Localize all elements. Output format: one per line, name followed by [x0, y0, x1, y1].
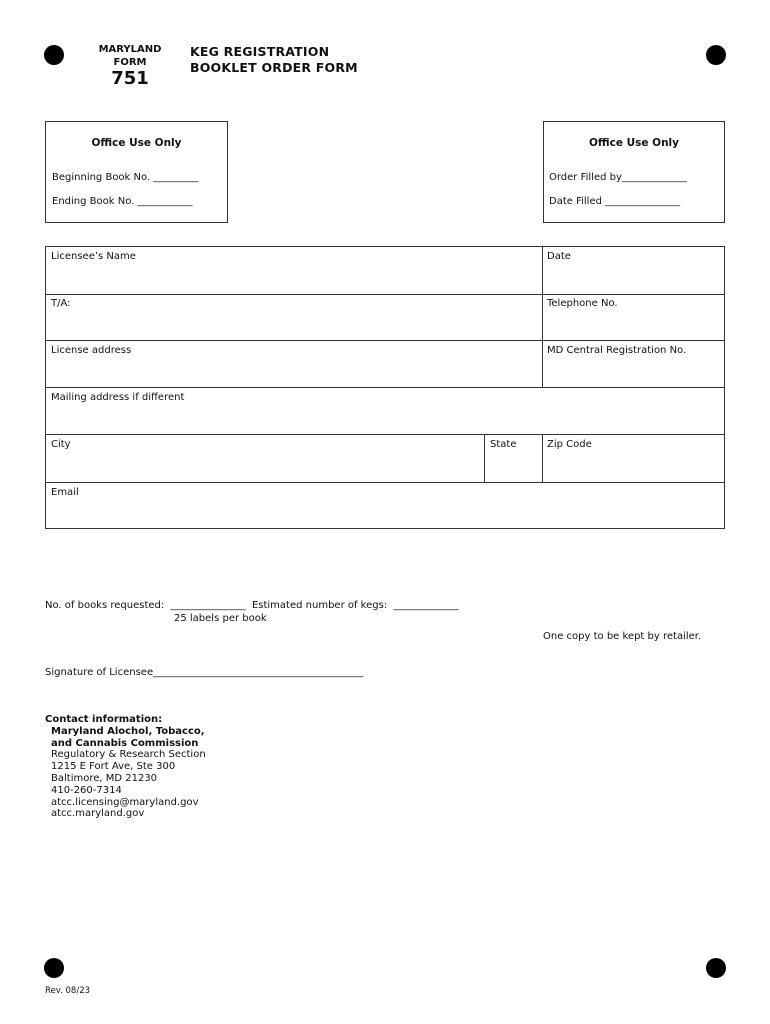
- contact-city: Baltimore, MD 21230: [51, 772, 158, 784]
- grid-rule-1: [45, 294, 725, 295]
- contact-street: 1215 E Fort Ave, Ste 300: [51, 761, 176, 773]
- office-use-box-left: [45, 121, 228, 223]
- mailing-address-field[interactable]: Mailing address if different: [51, 392, 185, 403]
- punch-hole-top-right: [706, 45, 726, 65]
- email-field[interactable]: Email: [51, 487, 79, 498]
- office-use-box-right: [543, 121, 725, 223]
- retailer-copy-note: One copy to be kept by retailer.: [543, 631, 702, 642]
- order-filled-by-field[interactable]: Order Filled by_____________: [549, 172, 687, 183]
- form-title-line1: KEG REGISTRATION: [190, 44, 330, 59]
- grid-divider-state-right: [542, 434, 543, 482]
- books-requested-line[interactable]: No. of books requested: _______________ Estimated number of kegs: _____________: [45, 600, 459, 611]
- grid-rule-2: [45, 340, 725, 341]
- contact-section: Regulatory & Research Section: [51, 749, 206, 761]
- contact-phone: 410-260-7314: [51, 784, 122, 796]
- telephone-field[interactable]: Telephone No.: [547, 298, 618, 309]
- labels-per-book-note: 25 labels per book: [174, 613, 267, 624]
- date-field[interactable]: Date: [547, 251, 571, 262]
- grid-rule-3: [45, 387, 725, 388]
- zip-code-field[interactable]: Zip Code: [547, 439, 592, 450]
- punch-hole-bottom-right: [706, 958, 726, 978]
- contact-org-line1: Maryland Alochol, Tobacco,: [51, 725, 205, 737]
- form-state-label: MARYLAND: [98, 44, 162, 55]
- md-central-registration-field[interactable]: MD Central Registration No.: [547, 345, 687, 356]
- office-use-title-left: Office Use Only: [91, 137, 182, 149]
- punch-hole-bottom-left: [44, 958, 64, 978]
- form-title-line2: BOOKLET ORDER FORM: [190, 60, 358, 75]
- licensee-name-field[interactable]: Licensee’s Name: [51, 251, 136, 262]
- beginning-book-field[interactable]: Beginning Book No. _________: [52, 172, 199, 183]
- city-field[interactable]: City: [51, 439, 71, 450]
- grid-rule-4: [45, 434, 725, 435]
- contact-email[interactable]: atcc.licensing@maryland.gov: [51, 796, 199, 808]
- grid-divider-state-left: [484, 434, 485, 482]
- office-use-title-right: Office Use Only: [588, 137, 680, 149]
- contact-information: [45, 714, 206, 820]
- form-number: 751: [111, 68, 149, 89]
- grid-rule-5: [45, 482, 725, 483]
- ending-book-field[interactable]: Ending Book No. ___________: [52, 196, 193, 207]
- grid-divider-right: [542, 246, 543, 387]
- punch-hole-top-left: [44, 45, 64, 65]
- state-field[interactable]: State: [490, 439, 517, 450]
- revision-label: Rev. 08/23: [45, 986, 91, 996]
- contact-website[interactable]: atcc.maryland.gov: [51, 808, 145, 820]
- ta-field[interactable]: T/A:: [51, 298, 71, 309]
- signature-line[interactable]: Signature of Licensee__________________________________________: [45, 667, 364, 678]
- form-label: FORM: [113, 57, 147, 68]
- license-address-field[interactable]: License address: [51, 345, 132, 356]
- contact-org-line2: and Cannabis Commission: [51, 737, 199, 749]
- contact-heading: Contact information:: [45, 714, 163, 725]
- date-filled-field[interactable]: Date Filled _______________: [549, 196, 681, 207]
